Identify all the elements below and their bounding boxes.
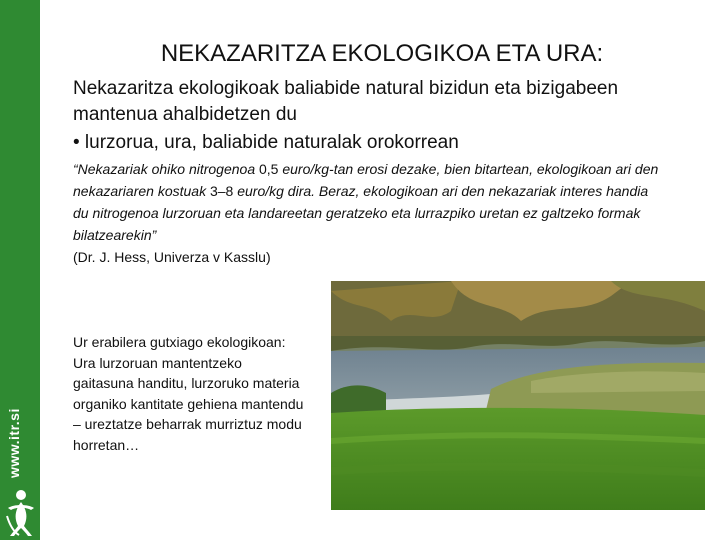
quote-number-1: 0,5 [259,161,279,177]
site-url: www.itr.si [6,408,22,478]
quote-part-2: euro/kg-tan erosi dezake, bien bitartean, ekologikoan ari den nekazariaren kostuak [73,161,659,199]
bullet-item: • lurzorua, ura, baliabide naturalak orokorrean [73,132,459,153]
quote-citation: (Dr. J. Hess, Univerza v Kasslu) [73,249,271,265]
sidebar-band [0,0,40,540]
note-heading: Ur erabilera gutxiago ekologikoan: [73,334,286,350]
river-field-photo [331,281,705,510]
quote-part-1: “Nekazariak ohiko nitrogenoa [73,161,259,177]
lead-text: Nekazaritza ekologikoak baliabide natural bizidun eta bizigabeen mantenua ahalbidetzen du [73,78,619,125]
photo-illustration [331,281,705,510]
slide-title: NEKAZARITZA EKOLOGIKOA ETA URA: [160,40,604,67]
quote-number-2: 3–8 [209,183,234,199]
side-note [73,332,305,455]
note-body: Ura lurzoruan mantentzeko gaitasuna handitu, lurzoruko materia organiko kantitate gehiena mantendu – ureztatze beharrak murriztuz modu horretan… [73,354,304,453]
quote-part-3: euro/kg dira. Beraz, ekologikoan ari den nekazariak interes handia du nitrogenoa lurzoruan eta landareetan geratzeko eta lurrazpiko uretan ez galtzeko formak bilatzearekin” [73,183,649,243]
quote-text [73,158,663,246]
human-figure-logo-icon [4,486,38,538]
